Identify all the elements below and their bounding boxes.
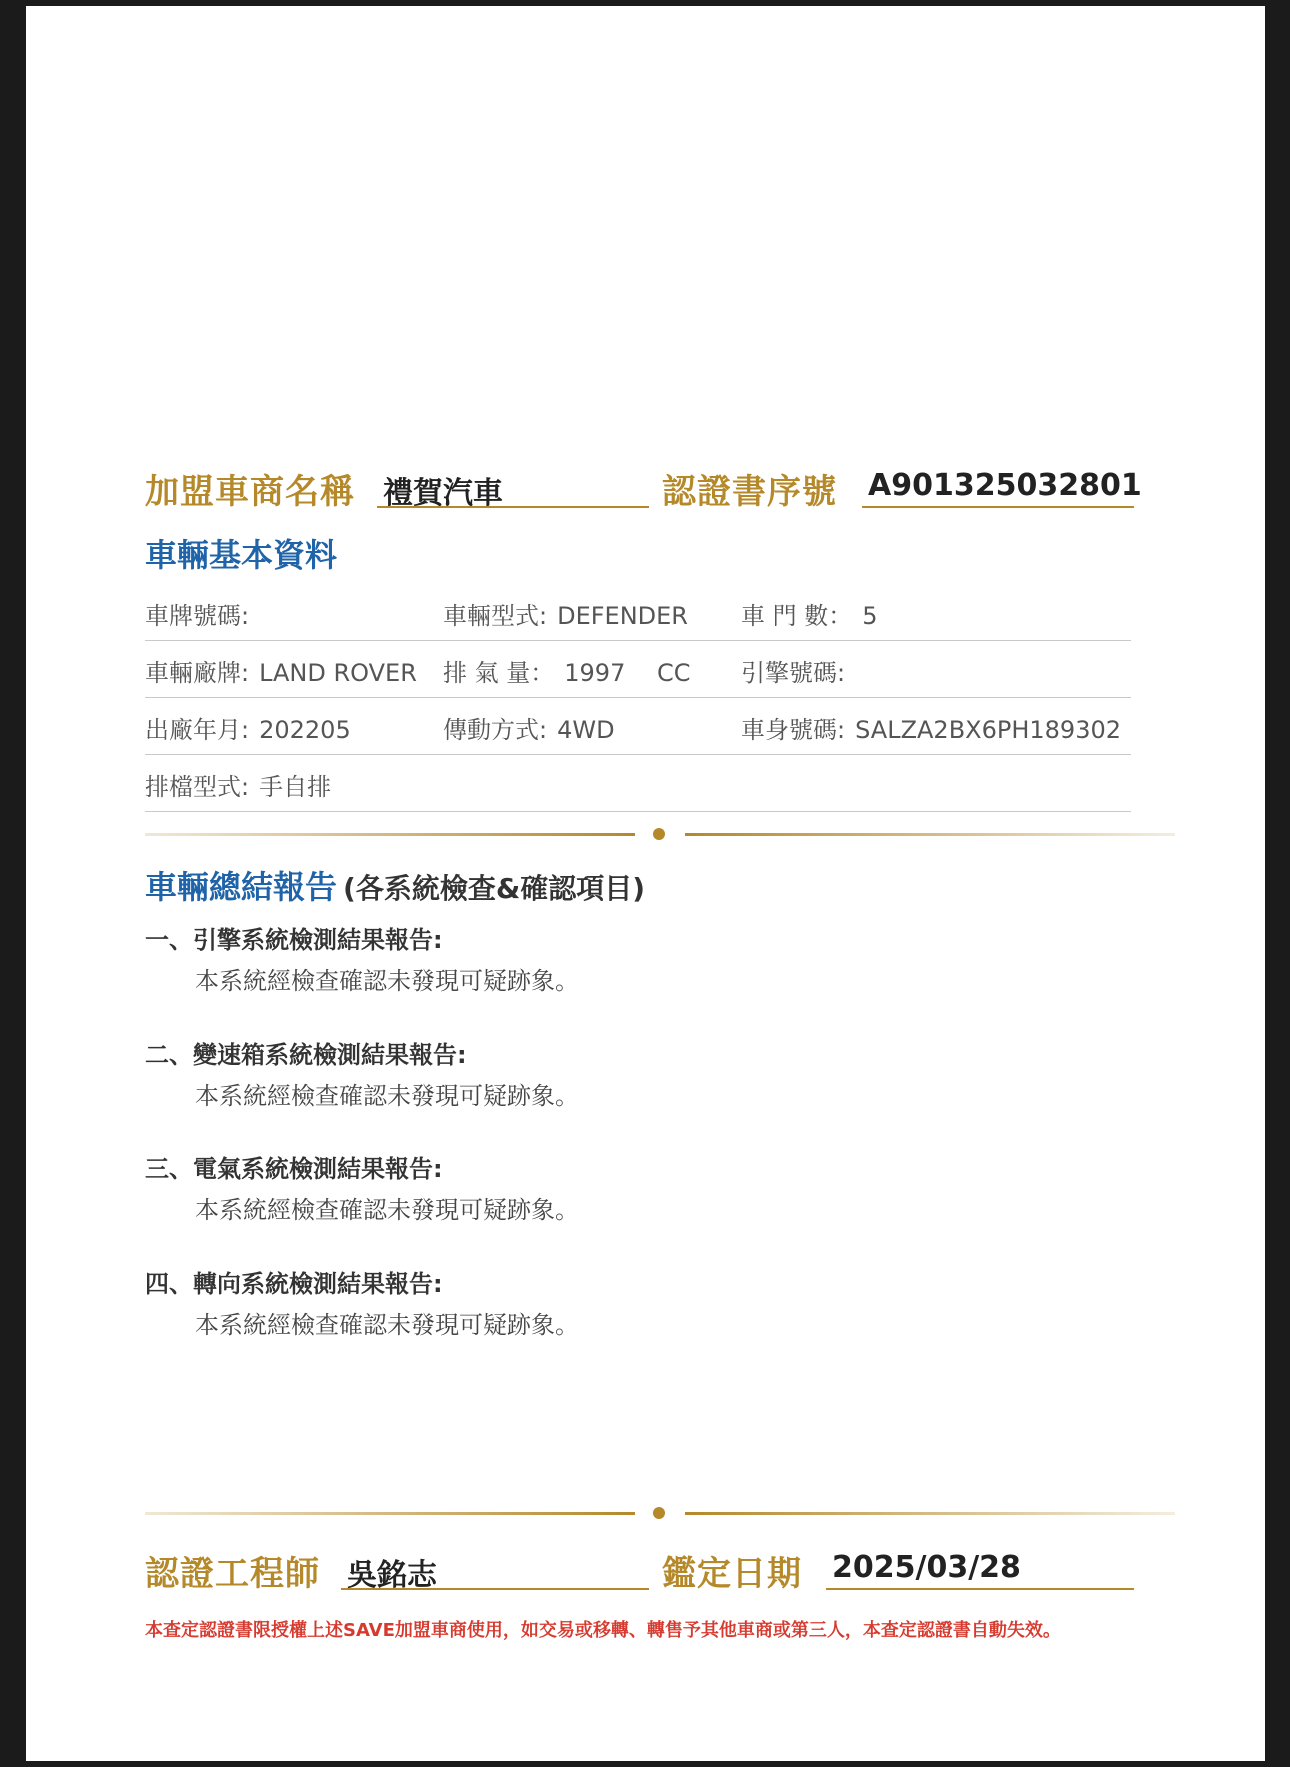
table-row [145,755,1131,812]
vin-field: 車身號碼: SALZA2BX6PH189302 [741,716,1122,744]
certificate-footer [145,1546,1135,1598]
cert-number-label: 認證書序號 [662,472,837,512]
door-count-field: 車 門 數： 5 [741,602,878,630]
dealer-value: 禮賀汽車 [377,468,649,508]
divider-dot-icon [653,828,665,840]
report-item-engine [145,920,1045,996]
engineer-value: 吳銘志 [341,1550,649,1590]
gold-divider [145,1506,1175,1520]
inspection-date-value: 2025/03/28 [826,1550,1134,1590]
manufacture-date-field: 出廠年月: 202205 [145,716,351,744]
gold-divider [145,827,1175,841]
certificate-page [26,6,1265,1761]
basic-info-table [145,584,1131,812]
basic-info-title: 車輛基本資料 [145,536,338,574]
report-result: 本系統經檢查確認未發現可疑跡象。 [195,967,579,995]
report-result: 本系統經檢查確認未發現可疑跡象。 [195,1082,579,1110]
report-heading: 二、變速箱系統檢測結果報告: [145,1041,467,1069]
table-row [145,698,1131,755]
vehicle-model-field: 車輛型式: DEFENDER [443,602,688,630]
summary-subtitle: (各系統檢查&確認項目) [343,872,646,905]
report-result: 本系統經檢查確認未發現可疑跡象。 [195,1196,579,1224]
cert-number-value: A901325032801 [862,468,1134,508]
engineer-label: 認證工程師 [145,1554,320,1594]
report-heading: 三、電氣系統檢測結果報告: [145,1155,443,1183]
inspection-date-label: 鑑定日期 [662,1554,802,1594]
report-item-electrical [145,1149,1045,1225]
report-result: 本系統經檢查確認未發現可疑跡象。 [195,1311,579,1339]
divider-dot-icon [653,1507,665,1519]
displacement-field: 排 氣 量： 1997 CC [443,659,691,687]
table-row [145,641,1131,698]
summary-title: 車輛總結報告 (各系統檢查&確認項目) [145,868,646,906]
dealer-label: 加盟車商名稱 [145,472,355,512]
engine-number-field: 引擎號碼: [741,659,846,687]
drivetrain-field: 傳動方式: 4WD [443,716,615,744]
validity-notice: 本查定認證書限授權上述SAVE加盟車商使用，如交易或移轉、轉售予其他車商或第三人，本查定認證書自動失效。 [145,1620,1061,1641]
certificate-header [145,464,1142,516]
table-row [145,584,1131,641]
transmission-type-field: 排檔型式: 手自排 [145,773,332,801]
report-heading: 一、引擎系統檢測結果報告: [145,926,443,954]
vehicle-brand-field: 車輛廠牌: LAND ROVER [145,659,417,687]
report-heading: 四、轉向系統檢測結果報告: [145,1270,443,1298]
report-item-steering [145,1264,1045,1340]
report-item-transmission [145,1035,1045,1111]
plate-number-field: 車牌號碼: [145,602,250,630]
